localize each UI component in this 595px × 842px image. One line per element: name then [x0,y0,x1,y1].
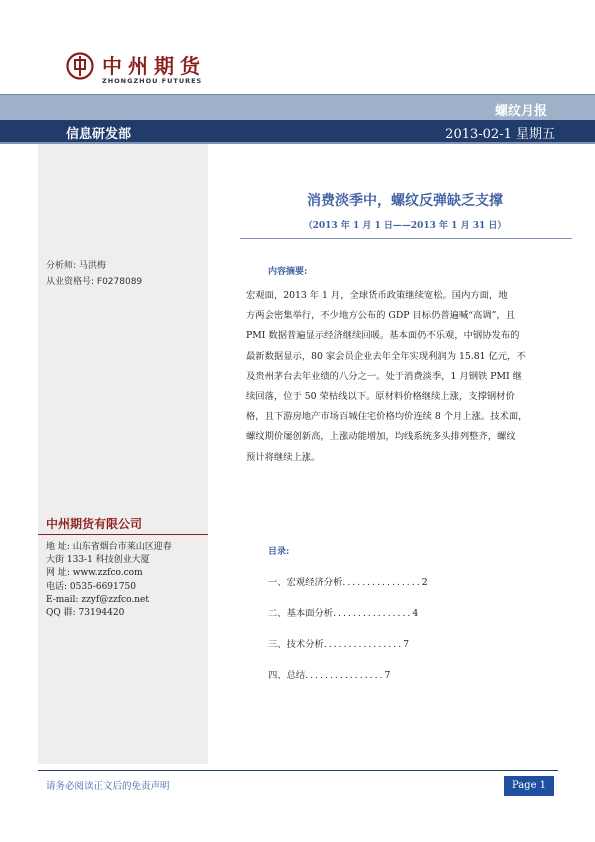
toc-page: 7 [384,670,391,681]
analyst-name: 分析师: 马洪梅 [46,261,106,271]
toc-item-macro[interactable] [268,574,428,588]
abstract-line: 螺纹期价屡创新高，上涨动能增加，均线系统多头排列整齐，螺纹 [246,431,516,443]
logo-chinese-name: 中州期货 [102,54,206,78]
left-sidebar [38,144,208,764]
abstract-line: 续回落，位于 50 荣枯线以下。原材料价格继续上涨，支撑钢材价 [246,391,515,403]
abstract-line: 预计将继续上涨。 [246,451,321,463]
contact-phone: 电话: 0535-6691750 [46,581,136,592]
footer-divider [38,770,558,771]
toc-page: 2 [421,577,428,588]
toc-leader: ................ [323,639,404,650]
toc-page: 7 [403,639,410,650]
company-divider [38,534,208,535]
disclaimer-notice: 请务必阅读正文后的免责声明 [46,781,170,792]
abstract-line: 宏观面，2013 年 1 月，全球货币政策继续宽松。国内方面，地 [246,290,508,301]
contact-block [46,541,172,620]
page-title: 消费淡季中，螺纹反弹缺乏支撑 [307,193,503,209]
toc-page: 4 [412,608,419,619]
toc-label: 三、技术分析 [268,639,324,650]
abstract-heading: 内容摘要: [268,267,308,277]
toc-label: 四、总结 [268,670,306,681]
abstract-line: 最新数据显示，80 家会员企业去年全年实现利润为 15.81 亿元，不 [246,350,526,362]
title-divider [240,238,572,239]
abstract-line: 格，且下游房地产市场百城住宅价格均价连续 8 个月上涨。技术面， [246,411,528,423]
toc-leader: ................ [305,670,385,681]
toc-leader: ................ [333,608,413,619]
toc-item-fundamentals[interactable] [268,605,418,619]
logo-english-name: ZHONGZHOU FUTURES [102,77,203,85]
toc-item-summary[interactable] [268,667,390,681]
toc-leader: ................ [342,577,422,588]
contact-email[interactable]: E-mail: zzyf@zzfco.net [46,594,149,605]
contact-website[interactable]: 网 址: www.zzfco.com [46,568,143,579]
abstract-line: PMI 数据普遍显示经济继续回暖。基本面仍不乐观，中钢协发布的 [246,330,520,342]
department-label: 信息研发部 [66,127,132,142]
toc-label: 一、宏观经济分析 [268,577,343,588]
date-range-subtitle: （2013 年 1 月 1 日——2013 年 1 月 31 日） [303,221,507,231]
page-number-badge: Page 1 [504,776,554,796]
coin-logo-icon [66,52,94,80]
toc-heading: 目录: [268,547,290,557]
abstract-line: 及贵州茅台去年业绩的八分之一。处于消费淡季，1 月钢铁 PMI 继 [246,370,522,382]
analyst-info [46,258,142,290]
contact-qq: QQ 群: 73194420 [46,608,125,619]
abstract-body [246,286,572,468]
report-date: 2013-02-1 星期五 [445,127,555,142]
contact-address-1: 地 址: 山东省烟台市莱山区迎春 [46,542,172,552]
abstract-line: 方两会密集举行，不少地方公布的 GDP 目标仍普遍喊“高调”，且 [246,310,515,322]
toc-label: 二、基本面分析 [268,608,334,619]
toc-item-technical[interactable] [268,636,409,650]
analyst-license: 从业资格号: F0278089 [46,277,143,287]
contact-address-2: 大街 133-1 科技创业大厦 [46,555,150,566]
company-name: 中州期货有限公司 [46,517,143,531]
report-type-label: 螺纹月报 [494,104,547,119]
company-logo [66,50,216,90]
